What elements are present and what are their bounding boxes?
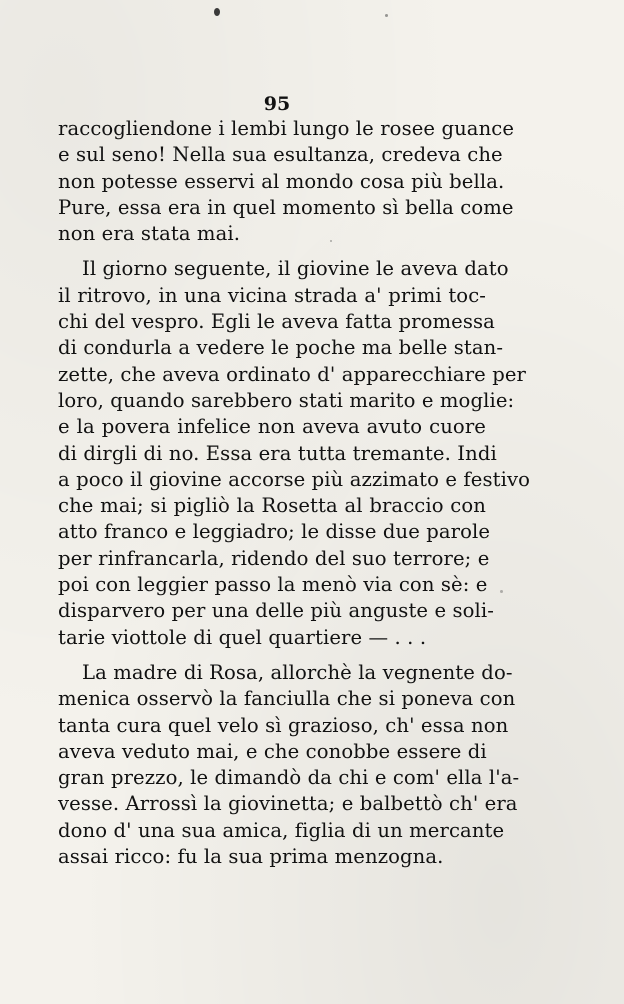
- ink-speck: [500, 590, 503, 593]
- text-line: loro, quando sarebbero stati marito e moglie:: [58, 388, 515, 412]
- text-line: La madre di Rosa, allorchè la vegnente do-: [82, 660, 513, 684]
- text-line: tanta cura quel velo sì grazioso, ch' essa non: [58, 713, 509, 737]
- text-line: chi del vespro. Egli le aveva fatta promessa: [58, 310, 495, 334]
- text-line: tarie viottole di quel quartiere — . . .: [58, 625, 427, 649]
- text-line: gran prezzo, le dimandò da chi e com' ella l'a-: [58, 766, 520, 790]
- ink-speck: [385, 14, 388, 17]
- text-line: per rinfrancarla, ridendo del suo terrore; e: [58, 546, 490, 570]
- ink-speck: [214, 8, 220, 16]
- text-line: menica osservò la fanciulla che si poneva con: [58, 687, 516, 711]
- paragraph-gap: [58, 247, 486, 256]
- body-text: [58, 116, 531, 870]
- text-line: non potesse esservi al mondo cosa più bella.: [58, 169, 505, 193]
- text-line: e sul seno! Nella sua esultanza, credeva che: [58, 143, 503, 167]
- text-line: zette, che aveva ordinato d' apparecchiare per: [58, 362, 527, 386]
- text-line: che mai; si pigliò la Rosetta al braccio con: [58, 494, 486, 518]
- text-line: e la povera infelice non aveva avuto cuore: [58, 415, 486, 439]
- paragraph-gap: [58, 651, 486, 660]
- text-line: Pure, essa era in quel momento sì bella come: [58, 195, 514, 219]
- text-line: aveva veduto mai, e che conobbe essere di: [58, 739, 487, 763]
- text-line: non era stata mai.: [58, 222, 241, 246]
- text-line: disparvero per una delle più anguste e soli-: [58, 599, 494, 623]
- text-line: di condurla a vedere le poche ma belle stan-: [58, 336, 504, 360]
- text-line: poi con leggier passo la menò via con sè: e: [58, 573, 488, 597]
- text-line: di dirgli di no. Essa era tutta tremante. Indi: [58, 441, 497, 465]
- text-line: dono d' una sua amica, figlia di un mercante: [58, 818, 505, 842]
- text-line: il ritrovo, in una vicina strada a' primi toc-: [58, 283, 486, 307]
- text-line: atto franco e leggiadro; le disse due parole: [58, 520, 491, 544]
- text-line: Il giorno seguente, il giovine le aveva dato: [82, 257, 509, 281]
- text-line: a poco il giovine accorse più azzimato e festivo: [58, 467, 531, 491]
- text-line: assai ricco: fu la sua prima menzogna.: [58, 845, 444, 869]
- text-line: raccogliendone i lembi lungo le rosee guance: [58, 117, 515, 140]
- text-line: vesse. Arrossì la giovinetta; e balbettò ch' era: [58, 792, 518, 816]
- page-number: 95: [263, 93, 291, 115]
